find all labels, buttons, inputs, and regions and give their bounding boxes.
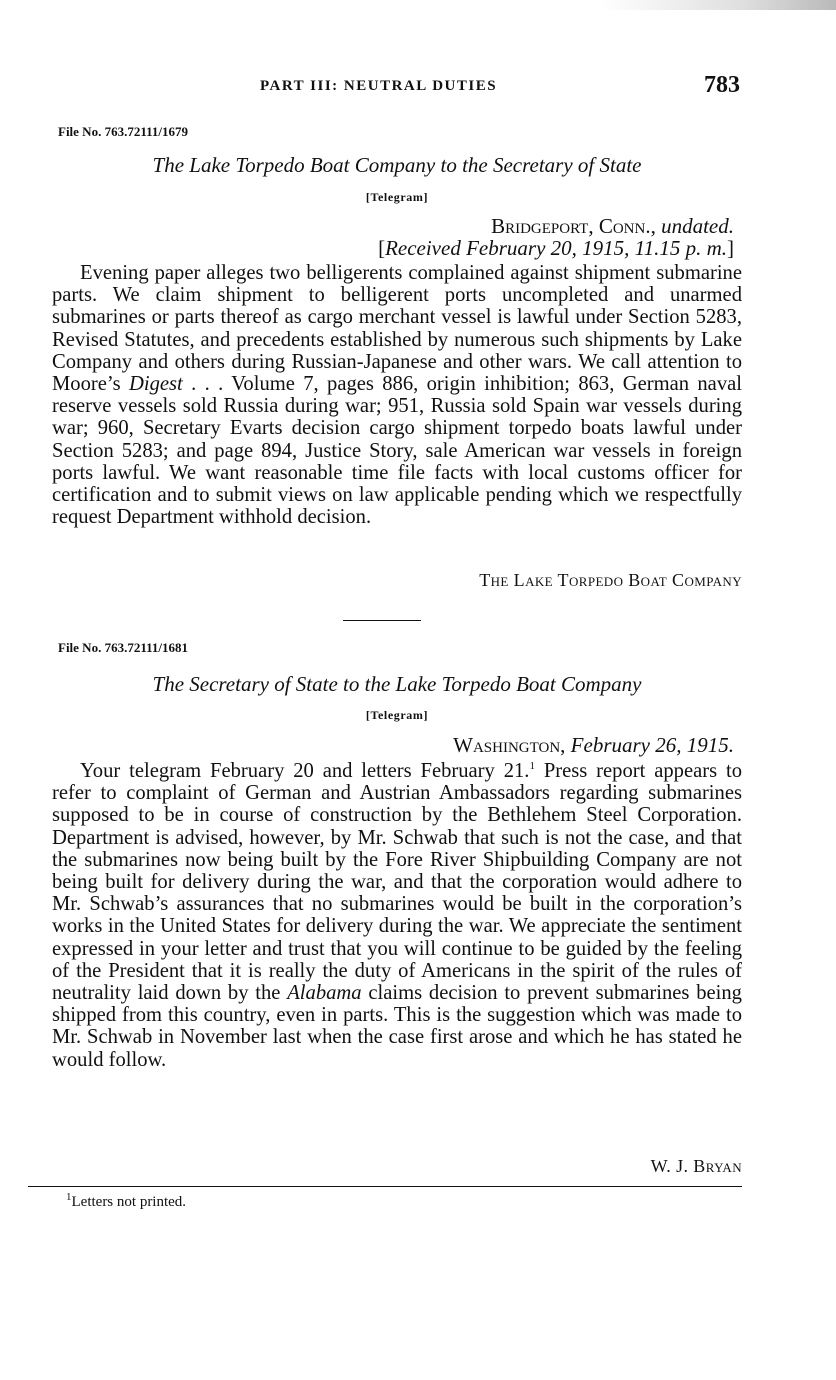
scan-edge-artifact: [600, 0, 836, 10]
footnote-rule: [28, 1186, 742, 1187]
footnote: [66, 1191, 187, 1211]
document-body-1: [52, 262, 742, 528]
footnote-reference: 1: [529, 760, 535, 773]
body-2-part-3: claims decision to prevent submarines being shipped from this country, even in parts. This is the suggestion which was made to Mr. Schwab in November last when the case first arose and which he has stated he would follow.: [52, 982, 742, 1071]
body-2-part-1: Your telegram February 20 and letters February 21.: [80, 760, 530, 782]
signature-2: W. J. Bryan: [650, 1156, 742, 1176]
footnote-marker: 1: [66, 1191, 72, 1203]
dateline-place-1: Bridgeport, Conn.,: [491, 214, 656, 238]
body-1-digest-italic: Digest: [128, 373, 183, 396]
document-type-2: [Telegram]: [365, 708, 429, 722]
received-line-1: [52, 236, 734, 261]
file-number-1: File No. 763.72111/1679: [58, 124, 188, 139]
body-1-part-1: Evening paper alleges two belligerents complained against shipment submarine parts. We claim shipment to belligerent ports uncompleted and unarmed submarines or parts thereof as cargo merchant vessel is lawful under Section 5283, Revised Statutes, and precedents established by numerous such shipments by Lake Company and others during Russian-Japanese and other wars. We call attention to Moore’s: [52, 262, 742, 396]
document-body-2: [52, 760, 742, 1071]
document-type-1: [Telegram]: [365, 190, 429, 204]
signature-1: The Lake Torpedo Boat Company: [479, 570, 742, 590]
page-number: 783: [704, 72, 740, 98]
received-open-bracket: [: [378, 236, 386, 260]
footnote-text: Letters not printed.: [71, 1194, 187, 1210]
received-text: Received February 20, 1915, 11.15 p. m.: [385, 236, 727, 260]
body-2-alabama-italic: Alabama: [287, 982, 362, 1005]
dateline-date-1: undated.: [661, 214, 734, 238]
file-number-2: File No. 763.72111/1681: [58, 640, 188, 655]
running-head: PART III: NEUTRAL DUTIES: [260, 78, 498, 94]
dateline-place-2: Washington,: [453, 733, 566, 757]
section-divider: [343, 620, 421, 621]
body-2-part-2: Press report appears to refer to complaint of German and Austrian Ambassadors regarding submarines supposed to be in course of construction by the Bethlehem Steel Corporation. Department is advised, however, by Mr. Schwab that such is not the case, and that the submarines now being built by the Fore River Shipbuilding Company are not being built for delivery during the war, and that the corporation would adhere to Mr. Schwab’s assurances that no submarines would be built in the corporation’s works in the United States for delivery during the war. We appreciate the sentiment expressed in your letter and trust that you will continue to be guided by the feeling of the President that it is really the duty of Americans in the spirit of the rules of neutrality laid down by the: [52, 760, 742, 1005]
dateline-date-2: February 26, 1915.: [570, 733, 734, 757]
document-title-1: The Lake Torpedo Boat Company to the Secretary of State: [152, 153, 642, 177]
dateline-2: [52, 733, 734, 758]
body-1-part-2: . . . Volume 7, pages 886, origin inhibition; 863, German naval reserve vessels sold Russia during war; 951, Russia sold Spain war vessels during war; 960, Secretary Evarts decision cargo shipment torpedo boats lawful under Section 5283; and page 894, Justice Story, sale American war vessels in foreign ports lawful. We want reasonable time file facts with local customs officer for certification and to submit views on law applicable pending which we respectfully request Department withhold decision.: [52, 373, 742, 529]
document-title-2: The Secretary of State to the Lake Torpedo Boat Company: [152, 672, 642, 696]
received-close-bracket: ]: [727, 236, 734, 260]
